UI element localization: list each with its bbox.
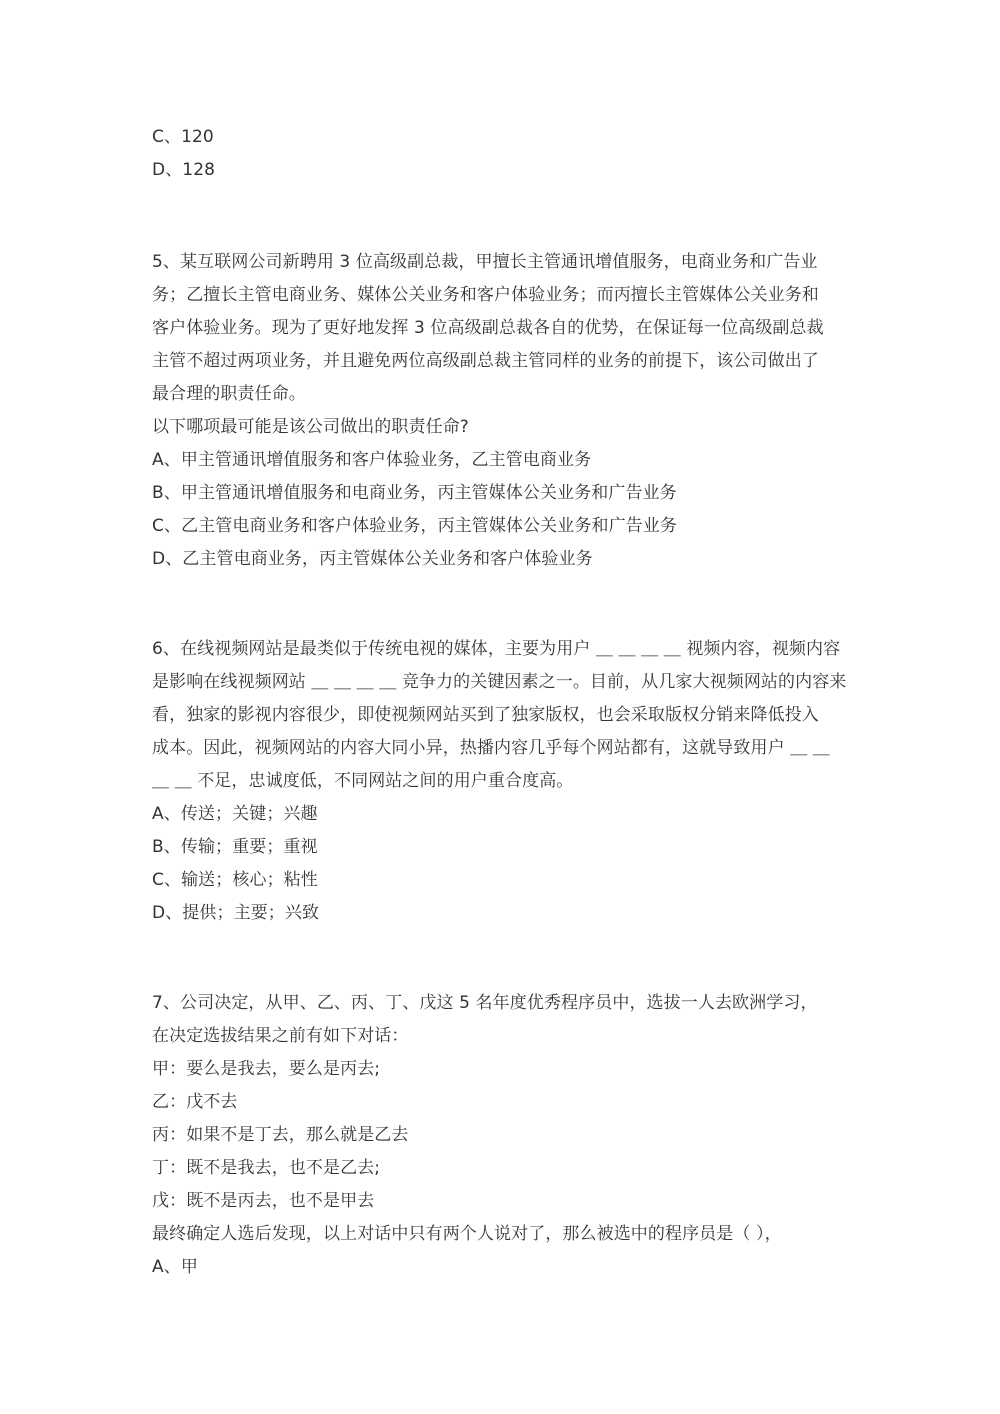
prev-question-options: [152, 121, 852, 187]
question-prompt: 最终确定人选后发现，以上对话中只有两个人说对了，那么被选中的程序员是（ ），: [152, 1224, 782, 1244]
question-stem-line: 7、公司决定，从甲、乙、丙、丁、戊这 5 名年度优秀程序员中，选拔一人去欧洲学习，: [152, 993, 818, 1013]
option-d: D、提供；主要；兴致: [152, 903, 320, 923]
question-stem-line: 主管不超过两项业务，并且避免两位高级副总裁主管同样的业务的前提下，该公司做出了: [152, 351, 819, 371]
question-6: [152, 633, 852, 930]
question-stem-line: 看，独家的影视内容很少，即使视频网站买到了独家版权，也会采取版权分销来降低投入: [152, 705, 819, 725]
dialogue-line: 戊：既不是丙去，也不是甲去: [152, 1191, 375, 1211]
option-a: A、传送；关键；兴趣: [152, 804, 318, 824]
question-stem-line: 客户体验业务。现为了更好地发挥 3 位高级副总裁各自的优势，在保证每一位高级副总裁: [152, 318, 824, 338]
option-c: C、输送；核心；粘性: [152, 870, 318, 890]
option-d: D、乙主管电商业务，丙主管媒体公关业务和客户体验业务: [152, 549, 593, 569]
question-stem-line: 6、在线视频网站是最类似于传统电视的媒体，主要为用户 ＿ ＿ ＿ ＿ 视频内容，视频内容: [152, 639, 841, 659]
question-stem-line: ＿ ＿ 不足，忠诚度低，不同网站之间的用户重合度高。: [152, 771, 574, 791]
dialogue-line: 甲：要么是我去，要么是丙去;: [152, 1059, 381, 1079]
document-page: [152, 121, 852, 1284]
option-d: D、128: [152, 160, 216, 180]
question-stem-line: 是影响在线视频网站 ＿ ＿ ＿ ＿ 竞争力的关键因素之一。目前，从几家大视频网站的内容来: [152, 672, 847, 692]
dialogue-line: 丁：既不是我去，也不是乙去;: [152, 1158, 381, 1178]
question-stem-line: 在决定选拔结果之前有如下对话：: [152, 1026, 409, 1046]
option-a: A、甲: [152, 1257, 198, 1277]
question-5: [152, 246, 852, 576]
question-stem-line: 务；乙擅长主管电商业务、媒体公关业务和客户体验业务；而丙擅长主管媒体公关业务和: [152, 285, 819, 305]
question-stem-line: 最合理的职责任命。: [152, 384, 306, 404]
option-b: B、甲主管通讯增值服务和电商业务，丙主管媒体公关业务和广告业务: [152, 483, 677, 503]
question-7: [152, 987, 852, 1284]
question-prompt: 以下哪项最可能是该公司做出的职责任命?: [152, 417, 469, 437]
option-b: B、传输；重要；重视: [152, 837, 318, 857]
dialogue-line: 丙：如果不是丁去，那么就是乙去: [152, 1125, 409, 1145]
option-c: C、乙主管电商业务和客户体验业务，丙主管媒体公关业务和广告业务: [152, 516, 677, 536]
question-stem-line: 成本。因此，视频网站的内容大同小异，热播内容几乎每个网站都有，这就导致用户 ＿ ＿: [152, 738, 830, 758]
option-a: A、甲主管通讯增值服务和客户体验业务，乙主管电商业务: [152, 450, 592, 470]
question-stem-line: 5、某互联网公司新聘用 3 位高级副总裁，甲擅长主管通讯增值服务，电商业务和广告业: [152, 252, 818, 272]
dialogue-line: 乙：戊不去: [152, 1092, 238, 1112]
option-c: C、120: [152, 127, 214, 147]
